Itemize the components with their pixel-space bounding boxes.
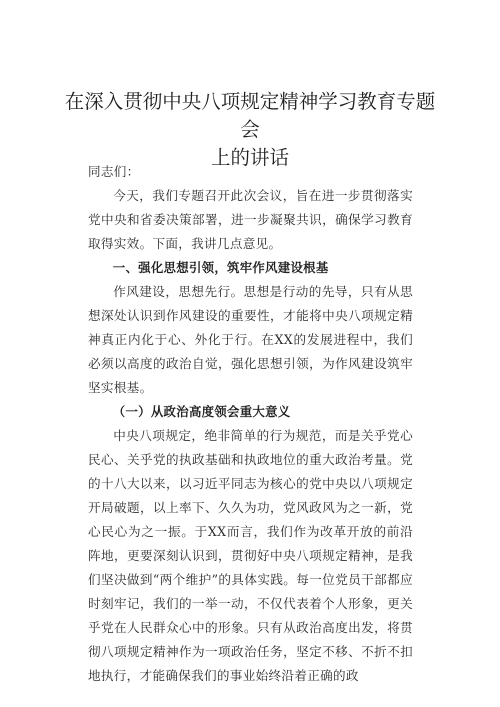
title-line-2: 上的讲话 [210, 146, 289, 169]
subsection-1-paragraph: 中央八项规定，绝非简单的行为规范，而是关乎党心民心、关乎党的执政基础和执政地位的重大政治考量。党的十八大以来，以习近平同志为核心的党中央以八项规定开局破题，以上率下、久久为功，党风政风为之一新，党心民心为之一振。于XX而言，我们作为改革开放的前沿阵地，更要深刻认识到，贯彻好中央八项规定精神，是我们坚决做到“两个维护”的具体实践。每一位党员干部都应时刻牢记，我们的一举一动，不仅代表着个人形象，更关乎党在人民群众心中的形象。只有从政治高度出发，将贯彻八项规定精神作为一项政治任务，坚定不移、不折不扣地执行，才能确保我们的事业始终沿着正确的政 [88, 428, 413, 683]
section-1-paragraph: 作风建设，思想先行。思想是行动的先导，只有从思想深处认识到作风建设的重要性，才能将中央八项规定精神真正内化于心、外化于行。在XX的发展进程中，我们必须以高度的政治自觉，强化思想引领，为作风建设筑牢坚实根基。 [88, 284, 413, 395]
document-body [88, 160, 413, 688]
salutation: 同志们： [88, 164, 140, 179]
intro-paragraph: 今天，我们专题召开此次会议，旨在进一步贯彻落实党中央和省委决策部署，进一步凝聚共识，确保学习教育取得实效。下面，我讲几点意见。 [88, 188, 413, 251]
section-1-heading: 一、强化思想引领，筑牢作风建设根基 [112, 260, 329, 275]
subsection-1-heading: （一）从政治高度领会重大意义 [112, 404, 291, 419]
title-line-1: 在深入贯彻中央八项规定精神学习教育专题会 [64, 90, 436, 141]
